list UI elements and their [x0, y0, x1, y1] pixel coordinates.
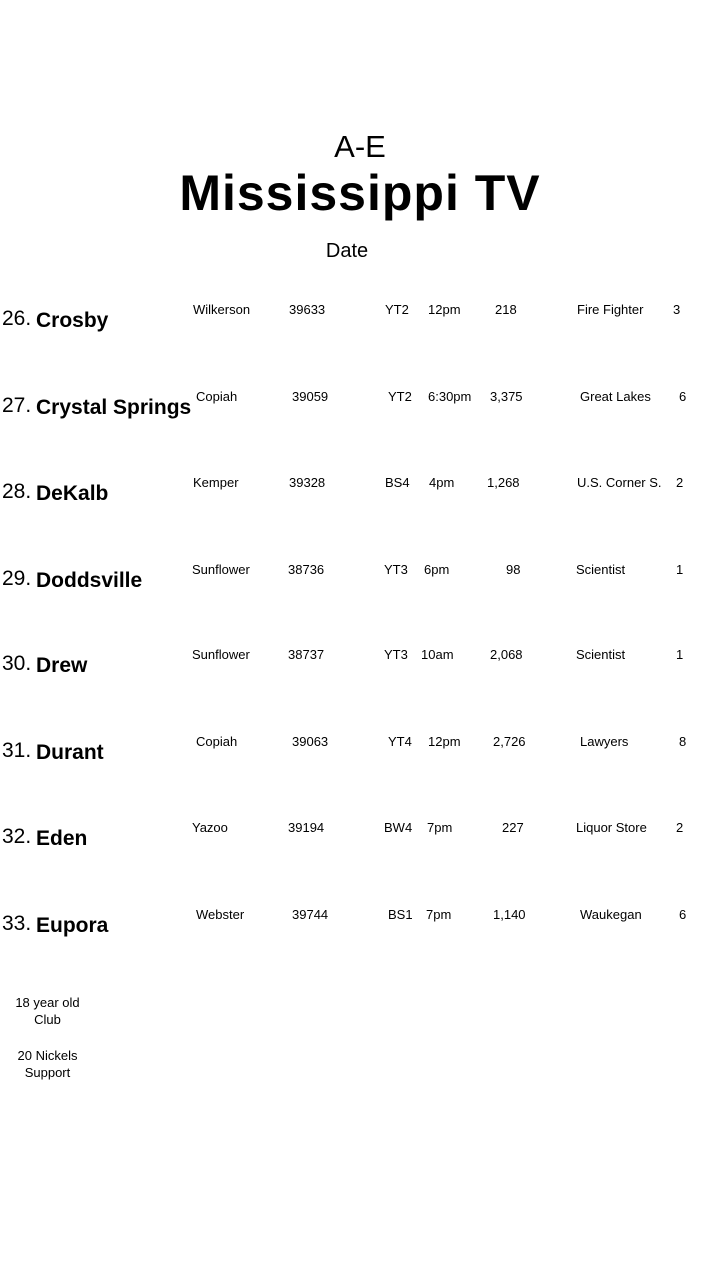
- county: Copiah: [196, 734, 238, 749]
- population: 3,375: [490, 389, 523, 404]
- date-label: Date: [325, 240, 369, 262]
- county: Copiah: [196, 389, 238, 404]
- zip-code: 39744: [292, 907, 329, 922]
- zip-code: 39194: [288, 820, 325, 835]
- footer-note-support: [0, 1047, 95, 1081]
- page-subtitle: A-E: [334, 129, 386, 164]
- county: Kemper: [193, 475, 239, 490]
- footer-note-club: [0, 994, 95, 1028]
- row-number: 26.: [2, 307, 32, 330]
- list-item: [0, 820, 720, 865]
- note: U.S. Corner S.: [577, 475, 662, 490]
- station-code: YT3: [384, 647, 408, 662]
- footer-note-line: 18 year old: [15, 995, 80, 1010]
- footer-note-line: 20 Nickels: [17, 1048, 78, 1063]
- footer-note-line: Support: [24, 1065, 71, 1080]
- population: 98: [506, 562, 521, 577]
- row-number: 29.: [2, 567, 32, 590]
- note: Scientist: [576, 647, 626, 662]
- list-item: [0, 475, 720, 520]
- row-number: 32.: [2, 825, 32, 848]
- town-name: Crystal Springs: [36, 396, 192, 419]
- row-number: 28.: [2, 480, 32, 503]
- count: 2: [676, 820, 684, 835]
- list-item: [0, 734, 720, 779]
- station-code: YT2: [385, 302, 409, 317]
- row-number: 33.: [2, 912, 32, 935]
- zip-code: 38736: [288, 562, 325, 577]
- footer-note-line: Club: [34, 1012, 61, 1027]
- county: Sunflower: [192, 562, 250, 577]
- row-number: 31.: [2, 739, 32, 762]
- list-item: [0, 562, 720, 607]
- air-time: 10am: [421, 647, 454, 662]
- air-time: 12pm: [428, 734, 461, 749]
- row-number: 30.: [2, 652, 32, 675]
- count: 6: [679, 907, 687, 922]
- county: Webster: [196, 907, 245, 922]
- count: 1: [676, 647, 684, 662]
- town-name: Drew: [36, 654, 88, 677]
- list-item: [0, 302, 720, 347]
- note: Scientist: [576, 562, 626, 577]
- note: Waukegan: [580, 907, 642, 922]
- air-time: 12pm: [428, 302, 461, 317]
- town-name: Durant: [36, 741, 104, 764]
- list-item: [0, 647, 720, 692]
- town-name: Crosby: [36, 309, 109, 332]
- note: Lawyers: [580, 734, 629, 749]
- air-time: 6pm: [424, 562, 450, 577]
- town-name: Doddsville: [36, 569, 143, 592]
- count: 3: [673, 302, 681, 317]
- town-name: DeKalb: [36, 482, 109, 505]
- population: 2,068: [490, 647, 523, 662]
- station-code: BS1: [388, 907, 413, 922]
- population: 1,140: [493, 907, 526, 922]
- air-time: 7pm: [427, 820, 453, 835]
- list-item: [0, 389, 720, 434]
- air-time: 7pm: [426, 907, 452, 922]
- station-code: YT2: [388, 389, 412, 404]
- page-title: Mississippi TV: [179, 165, 541, 221]
- air-time: 4pm: [429, 475, 455, 490]
- population: 227: [502, 820, 524, 835]
- count: 8: [679, 734, 687, 749]
- zip-code: 39633: [289, 302, 326, 317]
- station-code: BS4: [385, 475, 410, 490]
- note: Fire Fighter: [577, 302, 644, 317]
- county: Yazoo: [192, 820, 228, 835]
- zip-code: 39328: [289, 475, 326, 490]
- zip-code: 39059: [292, 389, 329, 404]
- station-code: YT3: [384, 562, 408, 577]
- note: Liquor Store: [576, 820, 647, 835]
- population: 2,726: [493, 734, 526, 749]
- zip-code: 38737: [288, 647, 325, 662]
- population: 1,268: [487, 475, 520, 490]
- air-time: 6:30pm: [428, 389, 472, 404]
- count: 2: [676, 475, 684, 490]
- list-item: [0, 907, 720, 952]
- row-number: 27.: [2, 394, 32, 417]
- station-code: YT4: [388, 734, 412, 749]
- county: Sunflower: [192, 647, 250, 662]
- town-name: Eden: [36, 827, 88, 850]
- note: Great Lakes: [580, 389, 651, 404]
- population: 218: [495, 302, 517, 317]
- zip-code: 39063: [292, 734, 329, 749]
- count: 1: [676, 562, 684, 577]
- count: 6: [679, 389, 687, 404]
- county: Wilkerson: [193, 302, 251, 317]
- station-code: BW4: [384, 820, 413, 835]
- town-name: Eupora: [36, 914, 109, 937]
